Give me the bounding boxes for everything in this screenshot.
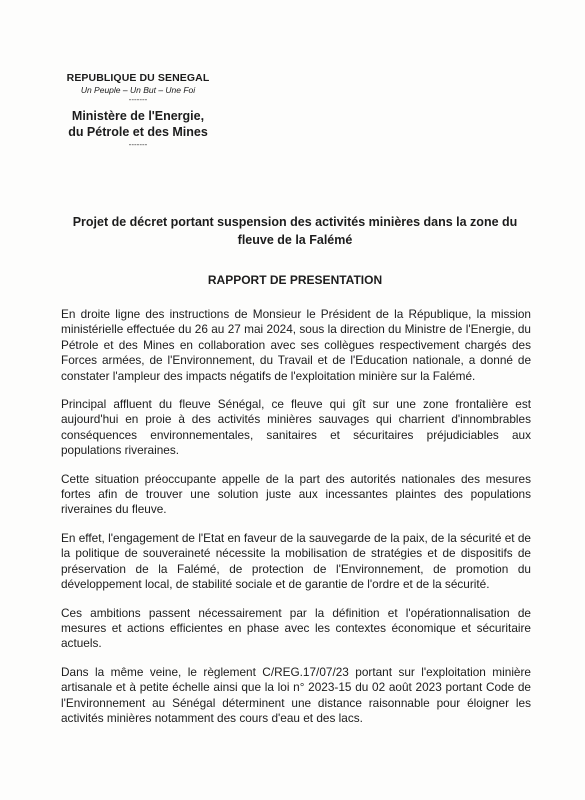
paragraph: Principal affluent du fleuve Sénégal, ce fleuve qui gît sur une zone frontalière est aujourd'hui en proie à des activités minières sauvages qui charrient d'innombrables conséquences environnementales, sanitaires et sécuritaires préjudiciables aux populations riveraines. bbox=[61, 397, 531, 458]
ministry-separator: ------- bbox=[128, 140, 148, 149]
ministry-line-1: Ministère de l'Energie, bbox=[71, 109, 205, 123]
republic-name: REPUBLIQUE DU SENEGAL bbox=[66, 72, 210, 84]
paragraph: Dans la même veine, le règlement C/REG.17/07/23 portant sur l'exploitation minière artisanale et à petite échelle ainsi que la loi n° 2023-15 du 02 août 2023 portant Code de l'Environnement au Sénégal déterminent une distance raisonnable pour éloigner les activités minières notamment des cours d'eau et des lacs. bbox=[61, 664, 531, 725]
paragraph: En effet, l'engagement de l'Etat en faveur de la sauvegarde de la paix, de la sécurité et de la politique de souveraineté nécessite la mobilisation de stratégies et de dispositifs de préservation de la Falémé, de protection de l'Environnement, de promotion du développement local, de stabilité sociale et de garantie de l'ordre et de la sécurité. bbox=[61, 530, 531, 592]
document-body bbox=[61, 307, 531, 739]
document-title: Projet de décret portant suspension des activités minières dans la zone du fleuve de la Falémé bbox=[72, 215, 518, 247]
national-motto: Un Peuple – Un But – Une Foi bbox=[80, 85, 196, 95]
paragraph: Cette situation préoccupante appelle de la part des autorités nationales des mesures fortes afin de trouver une solution juste aux incessantes plaintes des populations riveraines du fleuve. bbox=[61, 471, 531, 517]
paragraph: Ces ambitions passent nécessairement par la définition et l'opérationnalisation de mesures et actions efficientes en phase avec les contextes économique et sécuritaire actuels. bbox=[61, 605, 531, 651]
report-title: RAPPORT DE PRESENTATION bbox=[207, 273, 383, 287]
paragraph: En droite ligne des instructions de Monsieur le Président de la République, la mission ministérielle effectuée du 26 au 27 mai 2024, sous la direction du Ministre de l'Energie, du Pétrole et des Mines en collaboration avec ses collègues respectivement chargés des Forces armées, de l'Environnement, du Travail et de l'Education nationale, a donné de constater l'ampleur des impacts négatifs de l'exploitation minière sur la Falémé. bbox=[61, 307, 531, 383]
ministry-name bbox=[58, 108, 218, 140]
ministry-line-2: du Pétrole et des Mines bbox=[68, 125, 208, 139]
header-separator: ------- bbox=[128, 95, 148, 104]
letterhead bbox=[58, 72, 218, 149]
